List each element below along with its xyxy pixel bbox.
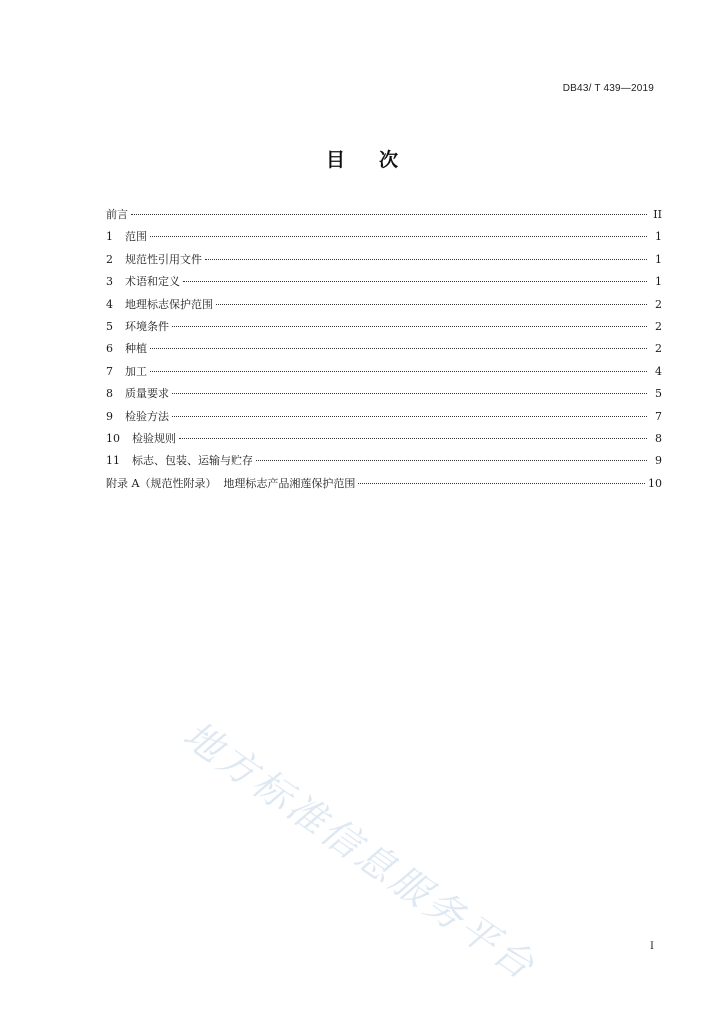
toc-entry-7[interactable] (106, 361, 662, 383)
toc-entry-6[interactable] (106, 338, 662, 360)
toc-entry-number: 8 (106, 387, 113, 401)
toc-page-number: 8 (655, 431, 662, 445)
toc-entry-9[interactable] (106, 406, 662, 428)
toc-entry-1[interactable] (106, 226, 662, 248)
toc-entry-3[interactable] (106, 271, 662, 293)
toc-page-number: 1 (655, 252, 662, 266)
toc-entry-11[interactable] (106, 450, 662, 472)
title-part-1: 目 (325, 149, 345, 171)
toc-leader-dots (183, 281, 647, 282)
watermark-text: 地方标准信息服务平台 (175, 712, 545, 990)
toc-leader-dots (150, 348, 647, 349)
toc-leader-dots (205, 259, 647, 260)
page-number: I (650, 941, 654, 952)
toc-entry-5[interactable] (106, 316, 662, 338)
toc-entry-number: 2 (106, 252, 113, 266)
toc-page-number: 1 (655, 275, 662, 289)
toc-entry-label: 标志、包装、运输与贮存 (132, 454, 253, 468)
toc-entry-number: 7 (106, 364, 113, 378)
toc-page-number: 2 (655, 319, 662, 333)
toc-entry-number: 1 (106, 230, 113, 244)
toc-entry-label: 加工 (125, 364, 147, 378)
title-part-2: 次 (379, 149, 399, 171)
toc-page-number: 10 (648, 476, 662, 490)
toc-entry-8[interactable] (106, 383, 662, 405)
toc-entry-number: 4 (106, 297, 113, 311)
toc-entry-number: 6 (106, 342, 113, 356)
toc-entry-appendix-a[interactable] (106, 473, 662, 495)
toc-entry-number: 10 (106, 431, 120, 445)
toc-entry-label: 前言 (106, 208, 128, 221)
toc-leader-dots (131, 214, 647, 215)
standard-code: DB43/ T 439—2019 (562, 83, 654, 94)
toc-leader-dots (256, 460, 647, 461)
toc-leader-dots (172, 416, 647, 417)
toc-leader-dots (172, 326, 647, 327)
toc-page-number: 7 (655, 409, 662, 423)
toc-entry-label: 检验方法 (125, 409, 169, 423)
toc-page-number: II (653, 208, 662, 221)
toc-entry-label: 种植 (125, 342, 147, 356)
toc-entry-label: 环境条件 (125, 319, 169, 333)
toc-entry-label: 范围 (125, 230, 147, 244)
toc-entry-foreword[interactable] (106, 204, 662, 226)
toc-entry-label: 地理标志保护范围 (125, 297, 213, 311)
page-title (0, 145, 724, 172)
toc-entry-number: 11 (106, 454, 120, 468)
toc-leader-dots (216, 304, 647, 305)
toc-entry-label: 规范性引用文件 (125, 252, 202, 266)
toc-page-number: 1 (655, 230, 662, 244)
toc-page-number: 4 (655, 364, 662, 378)
toc-page-number: 2 (655, 342, 662, 356)
toc-entry-4[interactable] (106, 294, 662, 316)
table-of-contents (106, 204, 662, 495)
toc-entry-number: 5 (106, 319, 113, 333)
toc-entry-label: 质量要求 (125, 387, 169, 401)
toc-leader-dots (358, 483, 645, 484)
toc-entry-label: 附录 A（规范性附录） 地理标志产品湘莲保护范围 (106, 476, 356, 490)
toc-leader-dots (150, 236, 647, 237)
toc-entry-label: 检验规则 (132, 431, 176, 445)
toc-entry-10[interactable] (106, 428, 662, 450)
toc-leader-dots (150, 371, 647, 372)
toc-page-number: 9 (655, 454, 662, 468)
toc-page-number: 5 (655, 387, 662, 401)
toc-leader-dots (172, 393, 647, 394)
toc-entry-number: 9 (106, 409, 113, 423)
toc-page-number: 2 (655, 297, 662, 311)
toc-leader-dots (179, 438, 647, 439)
toc-entry-label: 术语和定义 (125, 275, 180, 289)
toc-entry-number: 3 (106, 275, 113, 289)
toc-entry-2[interactable] (106, 249, 662, 271)
